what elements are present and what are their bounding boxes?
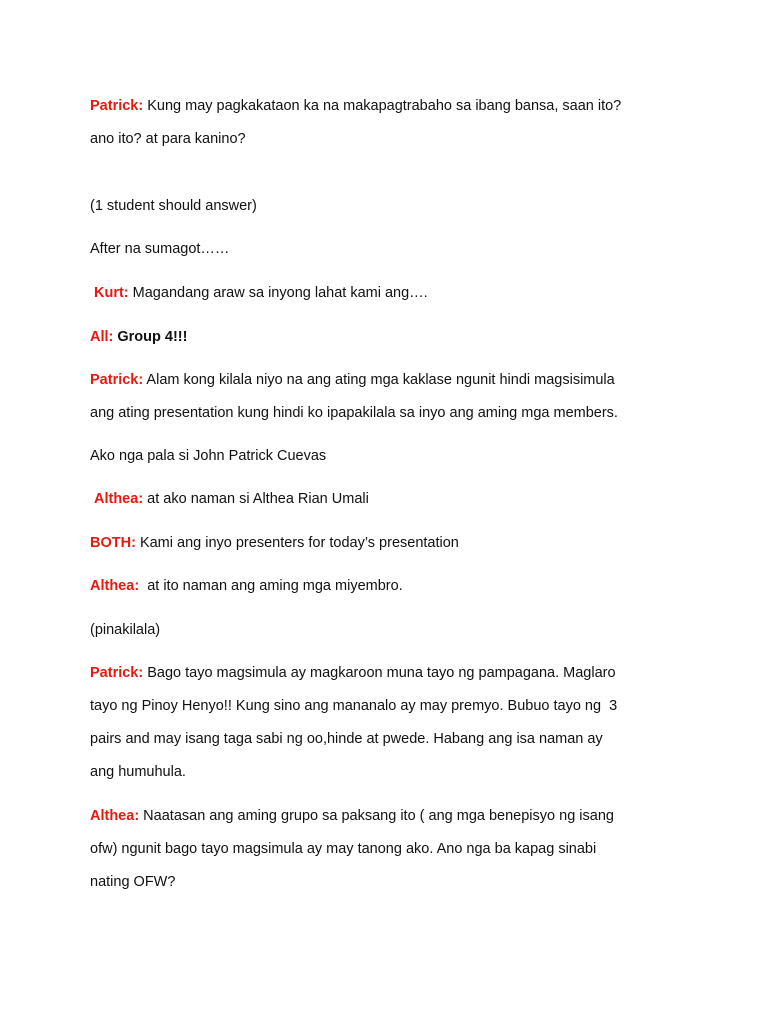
script-line-both [90,533,690,553]
script-line-kurt [94,283,694,303]
script-line-continuation [90,446,690,466]
line-text: ang humuhula. [90,764,186,780]
script-line-althea [90,576,690,596]
line-text: at ako naman si Althea Rian Umali [143,491,369,507]
line-text-bold: Group 4!!! [113,329,188,345]
script-line-continuation [90,729,690,749]
line-text: pairs and may isang taga sabi ng oo,hinde at pwede. Habang ang isa naman ay [90,731,603,747]
speaker-label: Althea: [90,808,140,824]
script-line-patrick [90,370,690,390]
speaker-label: Patrick: [90,372,144,388]
speaker-label: BOTH: [90,535,136,551]
script-note [90,196,690,216]
line-text: (1 student should answer) [90,198,257,214]
script-line-continuation [90,872,690,892]
script-line-althea [94,489,694,509]
line-text: Magandang araw sa inyong lahat kami ang…. [128,285,428,301]
script-line-all [90,327,690,347]
line-text: Alam kong kilala niyo na ang ating mga kaklase ngunit hindi magsisimula [143,372,615,388]
script-line-continuation [90,696,690,716]
line-text: ano ito? at para kanino? [90,131,246,147]
line-text: Kami ang inyo presenters for today’s presentation [135,535,459,551]
speaker-label: Patrick: [90,665,144,681]
script-note [90,620,690,640]
speaker-label: Patrick: [90,98,144,114]
line-text: nating OFW? [90,874,176,890]
line-text: (pinakilala) [90,622,161,638]
speaker-label: All: [90,329,114,345]
line-text: Kung may pagkakataon ka na makapagtrabaho sa ibang bansa, saan ito? [143,98,622,114]
script-line-continuation [90,129,690,149]
line-text: ofw) ngunit bago tayo magsimula ay may tanong ako. Ano nga ba kapag sinabi [90,841,597,857]
script-line-althea [90,806,690,826]
speaker-label: Althea: [90,578,140,594]
line-text: Naatasan ang aming grupo sa paksang ito ( ang mga benepisyo ng isang [139,808,614,824]
script-line-continuation [90,403,690,423]
speaker-label: Kurt: [94,285,129,301]
line-text: After na sumagot…… [90,241,230,257]
script-line-continuation [90,839,690,859]
script-line-continuation [90,762,690,782]
line-text: tayo ng Pinoy Henyo!! Kung sino ang mananalo ay may premyo. Bubuo tayo ng 3 [90,698,618,714]
line-text: ang ating presentation kung hindi ko ipapakilala sa inyo ang aming mga members. [90,405,618,421]
script-note [90,239,690,259]
speaker-label: Althea: [94,491,144,507]
line-text: Ako nga pala si John Patrick Cuevas [90,448,327,464]
line-text: Bago tayo magsimula ay magkaroon muna tayo ng pampagana. Maglaro [143,665,616,681]
script-line-patrick [90,663,690,683]
script-line-patrick-question [90,96,690,116]
line-text: at ito naman ang aming mga miyembro. [139,578,403,594]
